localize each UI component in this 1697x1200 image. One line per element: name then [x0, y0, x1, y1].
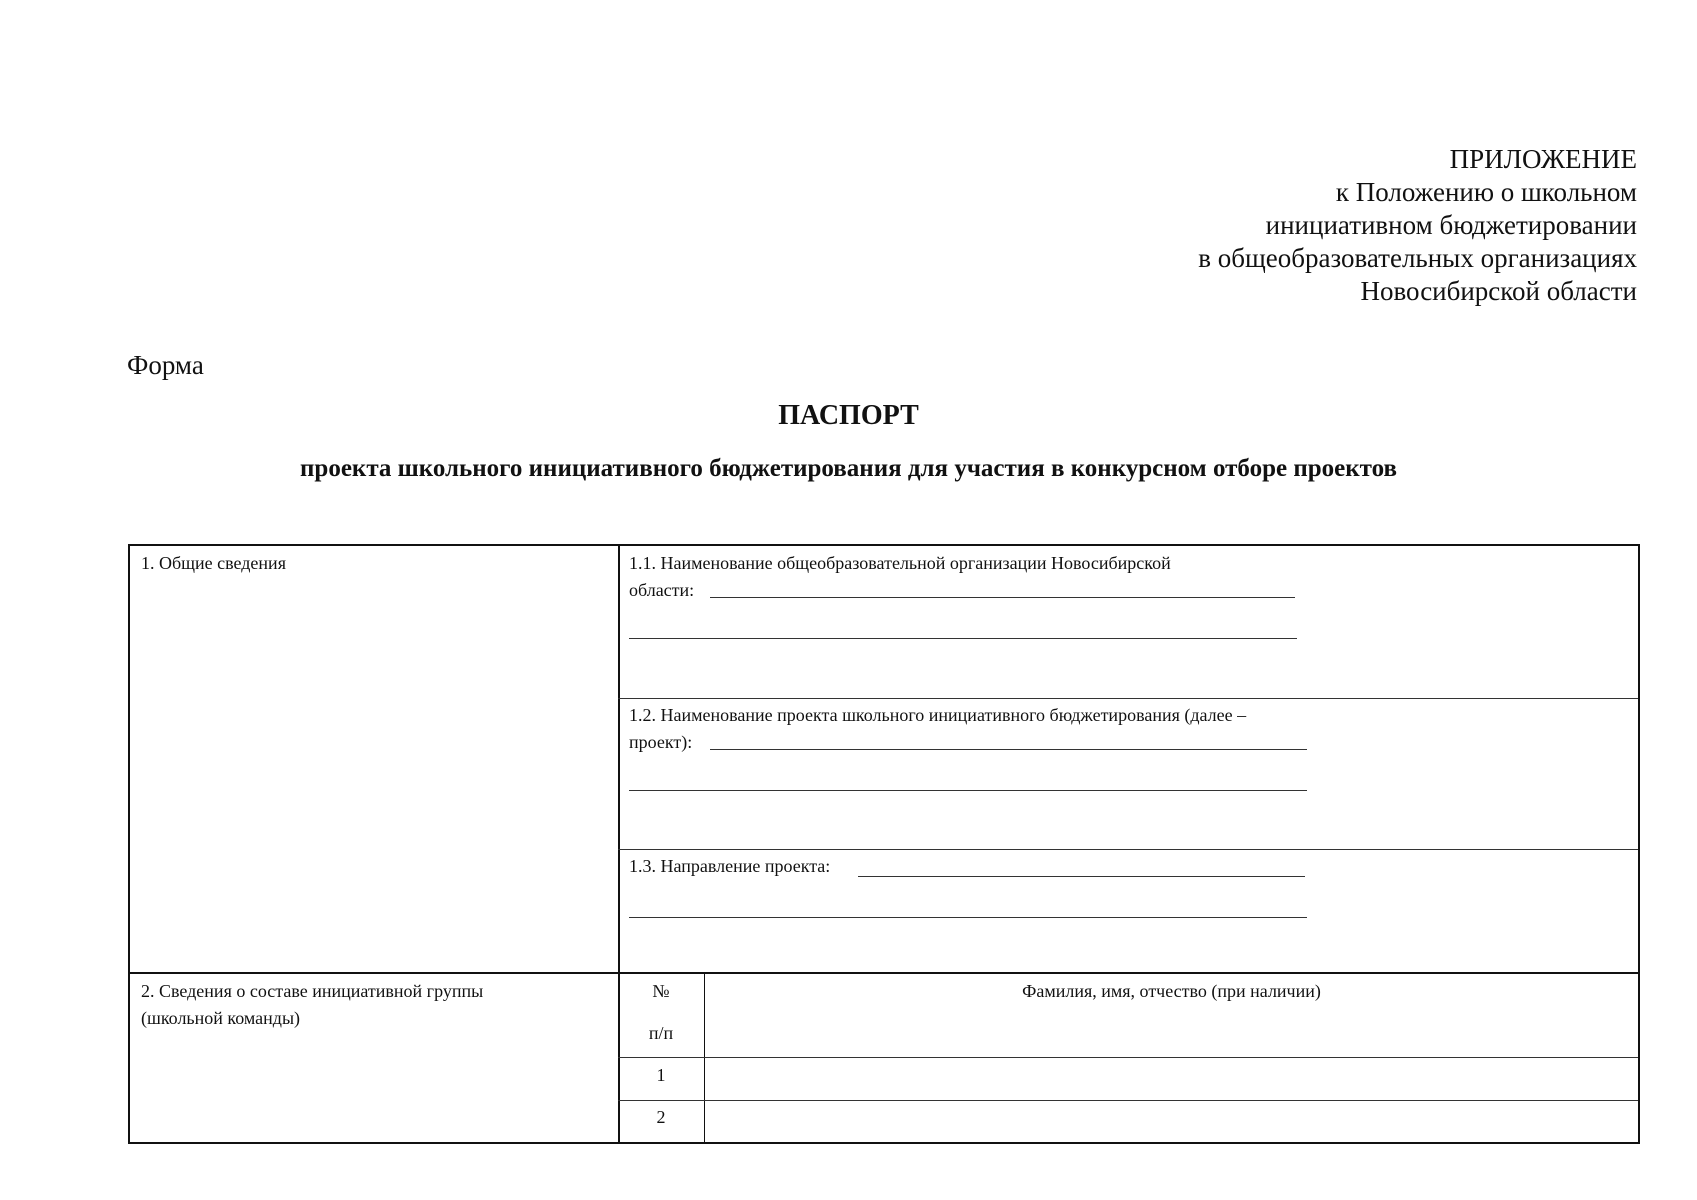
- table-row-number: 2: [656, 1107, 666, 1127]
- appendix-block: [1198, 143, 1637, 308]
- org-name-field[interactable]: [710, 597, 1295, 598]
- form-label: Форма: [127, 350, 204, 380]
- column-number-abbrev: п/п: [648, 1023, 674, 1043]
- appendix-line: к Положению о школьном: [1335, 177, 1637, 207]
- column-number-header: [618, 978, 704, 1047]
- project-direction-field-continued[interactable]: [629, 917, 1307, 918]
- column-name-header: Фамилия, имя, отчество (при наличии): [1022, 981, 1321, 1001]
- row-divider: [618, 698, 1638, 699]
- item-1-2-line2: проект):: [629, 732, 693, 752]
- item-1-3-line1: 1.3. Направление проекта:: [629, 856, 831, 876]
- table-row-name-field[interactable]: [706, 1102, 1636, 1140]
- section2-label-line2: (школьной команды): [141, 1008, 301, 1028]
- column-number-symbol: №: [652, 981, 670, 1001]
- appendix-title: ПРИЛОЖЕНИЕ: [1449, 144, 1637, 174]
- item-1-1-line1: 1.1. Наименование общеобразовательной организации Новосибирской: [629, 553, 1171, 573]
- appendix-line: Новосибирской области: [1360, 276, 1637, 306]
- column-divider: [618, 546, 620, 1142]
- document-title: ПАСПОРТ: [778, 400, 919, 431]
- table-row-name-field[interactable]: [706, 1059, 1636, 1099]
- section2-label-line1: 2. Сведения о составе инициативной группы: [141, 981, 484, 1001]
- section1-label: 1. Общие сведения: [141, 553, 286, 573]
- table-row-number: 1: [656, 1065, 666, 1085]
- item-1-1-line2: области:: [629, 580, 695, 600]
- row-divider: [618, 849, 1638, 850]
- item-1-2-line1: 1.2. Наименование проекта школьного инициативного бюджетирования (далее –: [629, 705, 1247, 725]
- project-direction-field[interactable]: [858, 876, 1305, 877]
- appendix-line: в общеобразовательных организациях: [1198, 243, 1637, 273]
- row-divider: [618, 1100, 1638, 1101]
- org-name-field-continued[interactable]: [629, 638, 1297, 639]
- section-divider: [130, 972, 1638, 974]
- project-name-field-continued[interactable]: [629, 790, 1307, 791]
- document-subtitle: проекта школьного инициативного бюджетирования для участия в конкурсном отборе проектов: [300, 455, 1397, 482]
- passport-table: [128, 544, 1640, 1144]
- appendix-line: инициативном бюджетировании: [1265, 210, 1637, 240]
- project-name-field[interactable]: [710, 749, 1307, 750]
- row-divider: [618, 1057, 1638, 1058]
